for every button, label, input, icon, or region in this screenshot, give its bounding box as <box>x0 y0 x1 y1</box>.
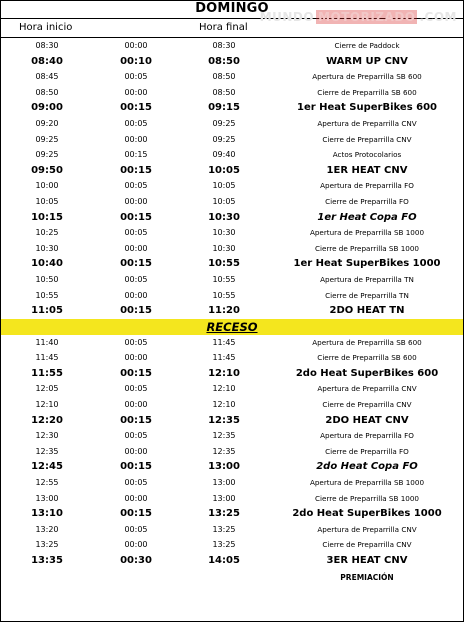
event-name: Apertura de Preparrilla FO <box>320 431 414 441</box>
end-time: 12:10 <box>208 367 240 379</box>
end-time: 09:40 <box>212 150 236 160</box>
schedule-row <box>1 54 463 70</box>
start-time: 13:00 <box>35 493 59 503</box>
schedule-row <box>1 413 463 429</box>
end-time: 14:05 <box>208 555 240 566</box>
start-time: 11:40 <box>35 337 59 347</box>
start-time: 11:05 <box>31 305 63 317</box>
start-time: 13:25 <box>35 540 59 550</box>
schedule-row <box>1 444 463 460</box>
end-time: 12:35 <box>208 414 240 426</box>
schedule-row <box>1 459 463 475</box>
start-time: 10:25 <box>35 228 59 238</box>
duration: 00:00 <box>124 540 148 550</box>
schedule-row <box>1 116 463 132</box>
schedule-row <box>1 553 463 569</box>
duration: 00:00 <box>124 290 148 300</box>
column-header-row <box>1 19 463 38</box>
schedule-row <box>1 163 463 179</box>
start-time: 12:05 <box>35 384 59 394</box>
end-time: 08:50 <box>212 72 236 82</box>
event-name: Cierre de Preparrilla SB 600 <box>317 87 417 97</box>
end-time: 10:55 <box>208 258 240 270</box>
duration: 00:05 <box>124 524 148 534</box>
event-name: Cierre de Paddock <box>334 41 400 50</box>
schedule-row <box>1 288 463 304</box>
event-name: Cierre de Preparrilla FO <box>325 446 409 456</box>
event-name: Cierre de Preparrilla CNV <box>322 134 412 144</box>
duration: 00:05 <box>124 118 148 128</box>
start-time: 13:10 <box>31 508 63 520</box>
schedule-row <box>1 85 463 101</box>
schedule-row <box>1 522 463 538</box>
duration: 00:00 <box>124 353 148 363</box>
start-time: 09:00 <box>31 102 63 114</box>
start-time: 08:40 <box>31 55 63 67</box>
duration: 00:30 <box>120 555 152 566</box>
schedule-row <box>1 335 463 351</box>
duration: 00:05 <box>124 384 148 394</box>
event-name: 1er Heat SuperBikes 600 <box>296 102 438 114</box>
start-time: 10:55 <box>35 290 59 300</box>
start-time: 12:35 <box>35 446 59 456</box>
start-time: 11:55 <box>31 367 63 379</box>
start-time: 13:20 <box>35 524 59 534</box>
event-name: Apertura de Preparrilla SB 1000 <box>309 478 425 488</box>
schedule-row <box>1 132 463 148</box>
event-name: Apertura de Preparrilla SB 600 <box>312 72 422 82</box>
end-time: 12:35 <box>212 431 236 441</box>
start-time: 12:10 <box>35 400 59 410</box>
start-time: 12:20 <box>31 414 63 426</box>
duration: 00:05 <box>124 274 148 284</box>
end-time: 12:10 <box>212 384 236 394</box>
duration: 00:00 <box>124 41 148 50</box>
event-name: Apertura de Preparrilla FO <box>320 181 414 191</box>
start-time: 13:35 <box>31 555 63 566</box>
event-name: Cierre de Preparrilla TN <box>325 290 409 300</box>
receso-label: RECESO <box>206 319 258 334</box>
end-time: 08:50 <box>212 87 236 97</box>
duration: 00:05 <box>124 431 148 441</box>
event-name: WARM UP CNV <box>326 55 408 67</box>
duration: 00:05 <box>124 228 148 238</box>
duration: 00:15 <box>120 164 152 176</box>
end-time: 08:30 <box>212 41 236 50</box>
event-name: Apertura de Preparrilla CNV <box>317 118 417 128</box>
duration: 00:15 <box>120 461 152 473</box>
end-time: 13:00 <box>212 478 236 488</box>
schedule-row <box>1 256 463 272</box>
premiacion-label: PREMIACIÓN <box>340 572 394 582</box>
duration: 00:05 <box>124 72 148 82</box>
event-name: Actos Protocolarios <box>332 150 402 160</box>
duration: 00:00 <box>124 446 148 456</box>
event-name: 1er Heat SuperBikes 1000 <box>293 258 441 270</box>
event-name: Apertura de Preparrilla CNV <box>317 384 417 394</box>
schedule-row <box>1 241 463 257</box>
event-name: Apertura de Preparrilla TN <box>320 274 414 284</box>
end-time: 12:35 <box>212 446 236 456</box>
start-time: 12:30 <box>35 431 59 441</box>
start-time: 10:05 <box>35 196 59 206</box>
end-time: 13:25 <box>212 524 236 534</box>
end-time: 13:25 <box>212 540 236 550</box>
schedule-row <box>1 178 463 194</box>
duration: 00:15 <box>124 150 148 160</box>
start-time: 09:25 <box>35 134 59 144</box>
duration: 00:15 <box>120 367 152 379</box>
schedule-rows-before <box>1 38 463 319</box>
event-name: Apertura de Preparrilla SB 600 <box>312 337 422 347</box>
schedule-row <box>1 272 463 288</box>
schedule-row <box>1 210 463 226</box>
header-end-time: Hora final <box>199 22 248 33</box>
header-start-time: Hora inicio <box>19 22 73 33</box>
event-name: 2do Heat Copa FO <box>316 461 418 473</box>
schedule-row <box>1 225 463 241</box>
start-time: 10:40 <box>31 258 63 270</box>
watermark-part-3: .COM <box>419 10 457 24</box>
event-name: 2do Heat SuperBikes 1000 <box>292 508 442 520</box>
schedule-row <box>1 537 463 553</box>
end-time: 13:00 <box>212 493 236 503</box>
schedule-row <box>1 194 463 210</box>
event-name: Apertura de Preparrilla CNV <box>317 524 417 534</box>
end-time: 10:05 <box>212 181 236 191</box>
end-time: 13:25 <box>208 508 240 520</box>
schedule-row <box>1 38 463 54</box>
schedule-row <box>1 350 463 366</box>
duration: 00:15 <box>120 508 152 520</box>
end-time: 10:55 <box>212 274 236 284</box>
end-time: 13:00 <box>208 461 240 473</box>
start-time: 08:45 <box>35 72 59 82</box>
duration: 00:00 <box>124 87 148 97</box>
schedule-row <box>1 397 463 413</box>
duration: 00:00 <box>124 134 148 144</box>
event-name: 2do Heat SuperBikes 600 <box>295 367 439 379</box>
duration: 00:00 <box>124 196 148 206</box>
duration: 00:15 <box>120 102 152 114</box>
event-name: 1er Heat Copa FO <box>317 211 417 223</box>
schedule-row <box>1 428 463 444</box>
end-time: 10:55 <box>212 290 236 300</box>
start-time: 09:50 <box>31 164 63 176</box>
event-name: Cierre de Preparrilla CNV <box>322 540 412 550</box>
watermark-part-1: MUNDO <box>259 10 315 24</box>
end-time: 11:45 <box>212 353 236 363</box>
start-time: 08:50 <box>35 87 59 97</box>
start-time: 10:00 <box>35 181 59 191</box>
start-time: 10:15 <box>31 211 63 223</box>
end-time: 10:30 <box>212 243 236 253</box>
event-name: Cierre de Preparrilla CNV <box>322 400 412 410</box>
watermark-part-2: MOTORIZADO <box>318 10 416 24</box>
duration: 00:00 <box>124 400 148 410</box>
duration: 00:00 <box>124 243 148 253</box>
day-title-row <box>1 1 463 24</box>
duration: 00:15 <box>120 258 152 270</box>
schedule-row <box>1 303 463 319</box>
day-title: DOMINGO <box>195 1 269 16</box>
schedule-row <box>1 100 463 116</box>
end-time: 08:50 <box>208 55 240 67</box>
event-name: 3ER HEAT CNV <box>326 555 408 566</box>
duration: 00:05 <box>124 337 148 347</box>
duration: 00:05 <box>124 478 148 488</box>
schedule-row <box>1 491 463 507</box>
end-time: 10:30 <box>212 228 236 238</box>
end-time: 10:30 <box>208 211 240 223</box>
schedule-row <box>1 147 463 163</box>
end-time: 10:05 <box>208 164 240 176</box>
end-time: 11:20 <box>208 305 240 317</box>
start-time: 08:30 <box>35 41 59 50</box>
schedule-row <box>1 475 463 491</box>
duration: 00:10 <box>120 55 152 67</box>
duration: 00:15 <box>120 414 152 426</box>
end-time: 11:45 <box>212 337 236 347</box>
receso-banner <box>1 319 463 335</box>
end-time: 09:25 <box>212 118 236 128</box>
event-name: Cierre de Preparrilla SB 600 <box>317 353 417 363</box>
event-name: Cierre de Preparrilla SB 1000 <box>315 243 419 253</box>
start-time: 09:20 <box>35 118 59 128</box>
duration: 00:15 <box>120 211 152 223</box>
event-name: Apertura de Preparrilla SB 1000 <box>309 228 425 238</box>
start-time: 12:45 <box>31 461 63 473</box>
event-name: Cierre de Preparrilla SB 1000 <box>315 493 419 503</box>
duration: 00:15 <box>120 305 152 317</box>
duration: 00:05 <box>124 181 148 191</box>
end-time: 09:15 <box>208 102 240 114</box>
duration: 00:00 <box>124 493 148 503</box>
start-time: 10:50 <box>35 274 59 284</box>
start-time: 09:25 <box>35 150 59 160</box>
end-time: 10:05 <box>212 196 236 206</box>
schedule-row <box>1 381 463 397</box>
schedule-row <box>1 506 463 522</box>
end-time: 12:10 <box>212 400 236 410</box>
start-time: 11:45 <box>35 353 59 363</box>
end-time: 09:25 <box>212 134 236 144</box>
start-time: 12:55 <box>35 478 59 488</box>
event-name: 2DO HEAT TN <box>329 305 405 317</box>
schedule-rows-after <box>1 335 463 569</box>
event-name: 2DO HEAT CNV <box>325 414 409 426</box>
schedule-row <box>1 69 463 85</box>
start-time: 10:30 <box>35 243 59 253</box>
event-name: Cierre de Preparrilla FO <box>325 196 409 206</box>
schedule-row <box>1 366 463 382</box>
event-name: 1ER HEAT CNV <box>326 164 408 176</box>
premiacion-row <box>1 569 463 587</box>
